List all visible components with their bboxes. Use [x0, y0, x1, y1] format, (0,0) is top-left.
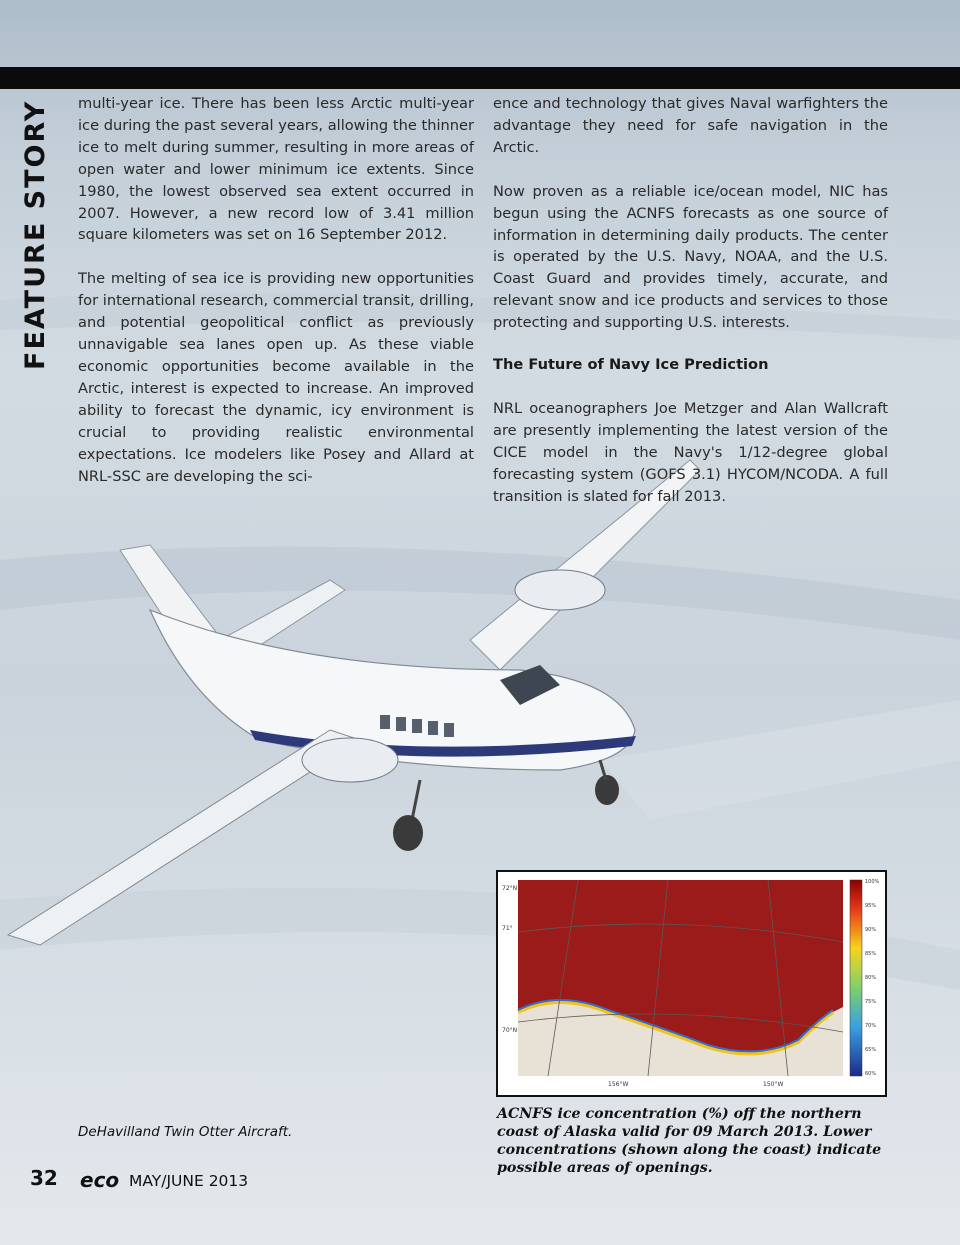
page-number: 32 — [30, 1166, 58, 1190]
text-column-right — [493, 93, 888, 530]
colorbar-tick: 80% — [865, 975, 877, 981]
paragraph: The melting of sea ice is providing new opportunities for international research, commercial transit, drilling, and potential geopolitical conflict as previously unnavigable sea lanes open up. As these viable economic opportunities become available in the Arctic, interest is expected to increase. An improved ability to forecast the dynamic, icy environment is crucial to providing realistic environmental expectations. Ice modelers like Posey and Allard at NRL-SSC are developing the sci- — [78, 270, 474, 485]
paragraph: multi-year ice. There has been less Arctic multi-year ice during the past several years, allowing the thinner ice to melt during summer, resulting in more areas of open water and lower minimum ice extents. Since 1980, the lowest observed sea extent occurred in 2007. However, a new record low of 3.41 million square kilometers was set on 16 September 2012. — [78, 95, 474, 244]
magazine-name: eco — [80, 1168, 120, 1192]
paragraph: Now proven as a reliable ice/ocean model, NIC has begun using the ACNFS forecasts as one source of information in determining daily products. The center is operated by the U.S. Navy, NOAA, and the U.S. Coast Guard and provides timely, accurate, and relevant snow and ice products and services to those protecting and supporting U.S. interests. — [493, 182, 888, 332]
lon-label: 156°W — [608, 1081, 629, 1088]
issue-date: MAY/JUNE 2013 — [129, 1172, 249, 1190]
colorbar-tick: 100% — [865, 879, 880, 885]
colorbar-tick: 75% — [865, 999, 877, 1005]
subheading: The Future of Navy Ice Prediction — [493, 356, 769, 374]
ice-concentration-map — [496, 870, 887, 1097]
section-label: FEATURE STORY — [20, 99, 51, 370]
colorbar-tick: 60% — [865, 1071, 877, 1077]
colorbar — [850, 880, 862, 1076]
header-bar — [0, 67, 960, 89]
colorbar-tick: 85% — [865, 951, 877, 957]
text-column-left — [78, 93, 474, 509]
photo-caption: DeHavilland Twin Otter Aircraft. — [78, 1124, 293, 1140]
colorbar-tick: 95% — [865, 903, 877, 909]
map-caption: ACNFS ice concentration (%) off the northern coast of Alaska valid for 09 March 2013. Lower concentrations (shown along the coast) indicate possible areas of openings. — [497, 1106, 882, 1176]
lon-label: 150°W — [763, 1081, 784, 1088]
colorbar-tick: 70% — [865, 1023, 877, 1029]
paragraph: NRL oceanographers Joe Metzger and Alan Wallcraft are presently implementing the latest version of the CICE model in the Navy's 1/12-degree global forecasting system (GOFS 3.1) HYCOM/NCODA. A full transition is slated for fall 2013. — [493, 399, 888, 505]
lat-label: 71° — [502, 925, 513, 932]
paragraph: ence and technology that gives Naval warfighters the advantage they need for safe navigation in the Arctic. — [493, 95, 888, 156]
map-graphic — [498, 872, 885, 1095]
lat-label: 72°N — [502, 885, 518, 892]
colorbar-tick: 90% — [865, 927, 877, 933]
lat-label: 70°N — [502, 1027, 518, 1034]
colorbar-tick: 65% — [865, 1047, 877, 1053]
